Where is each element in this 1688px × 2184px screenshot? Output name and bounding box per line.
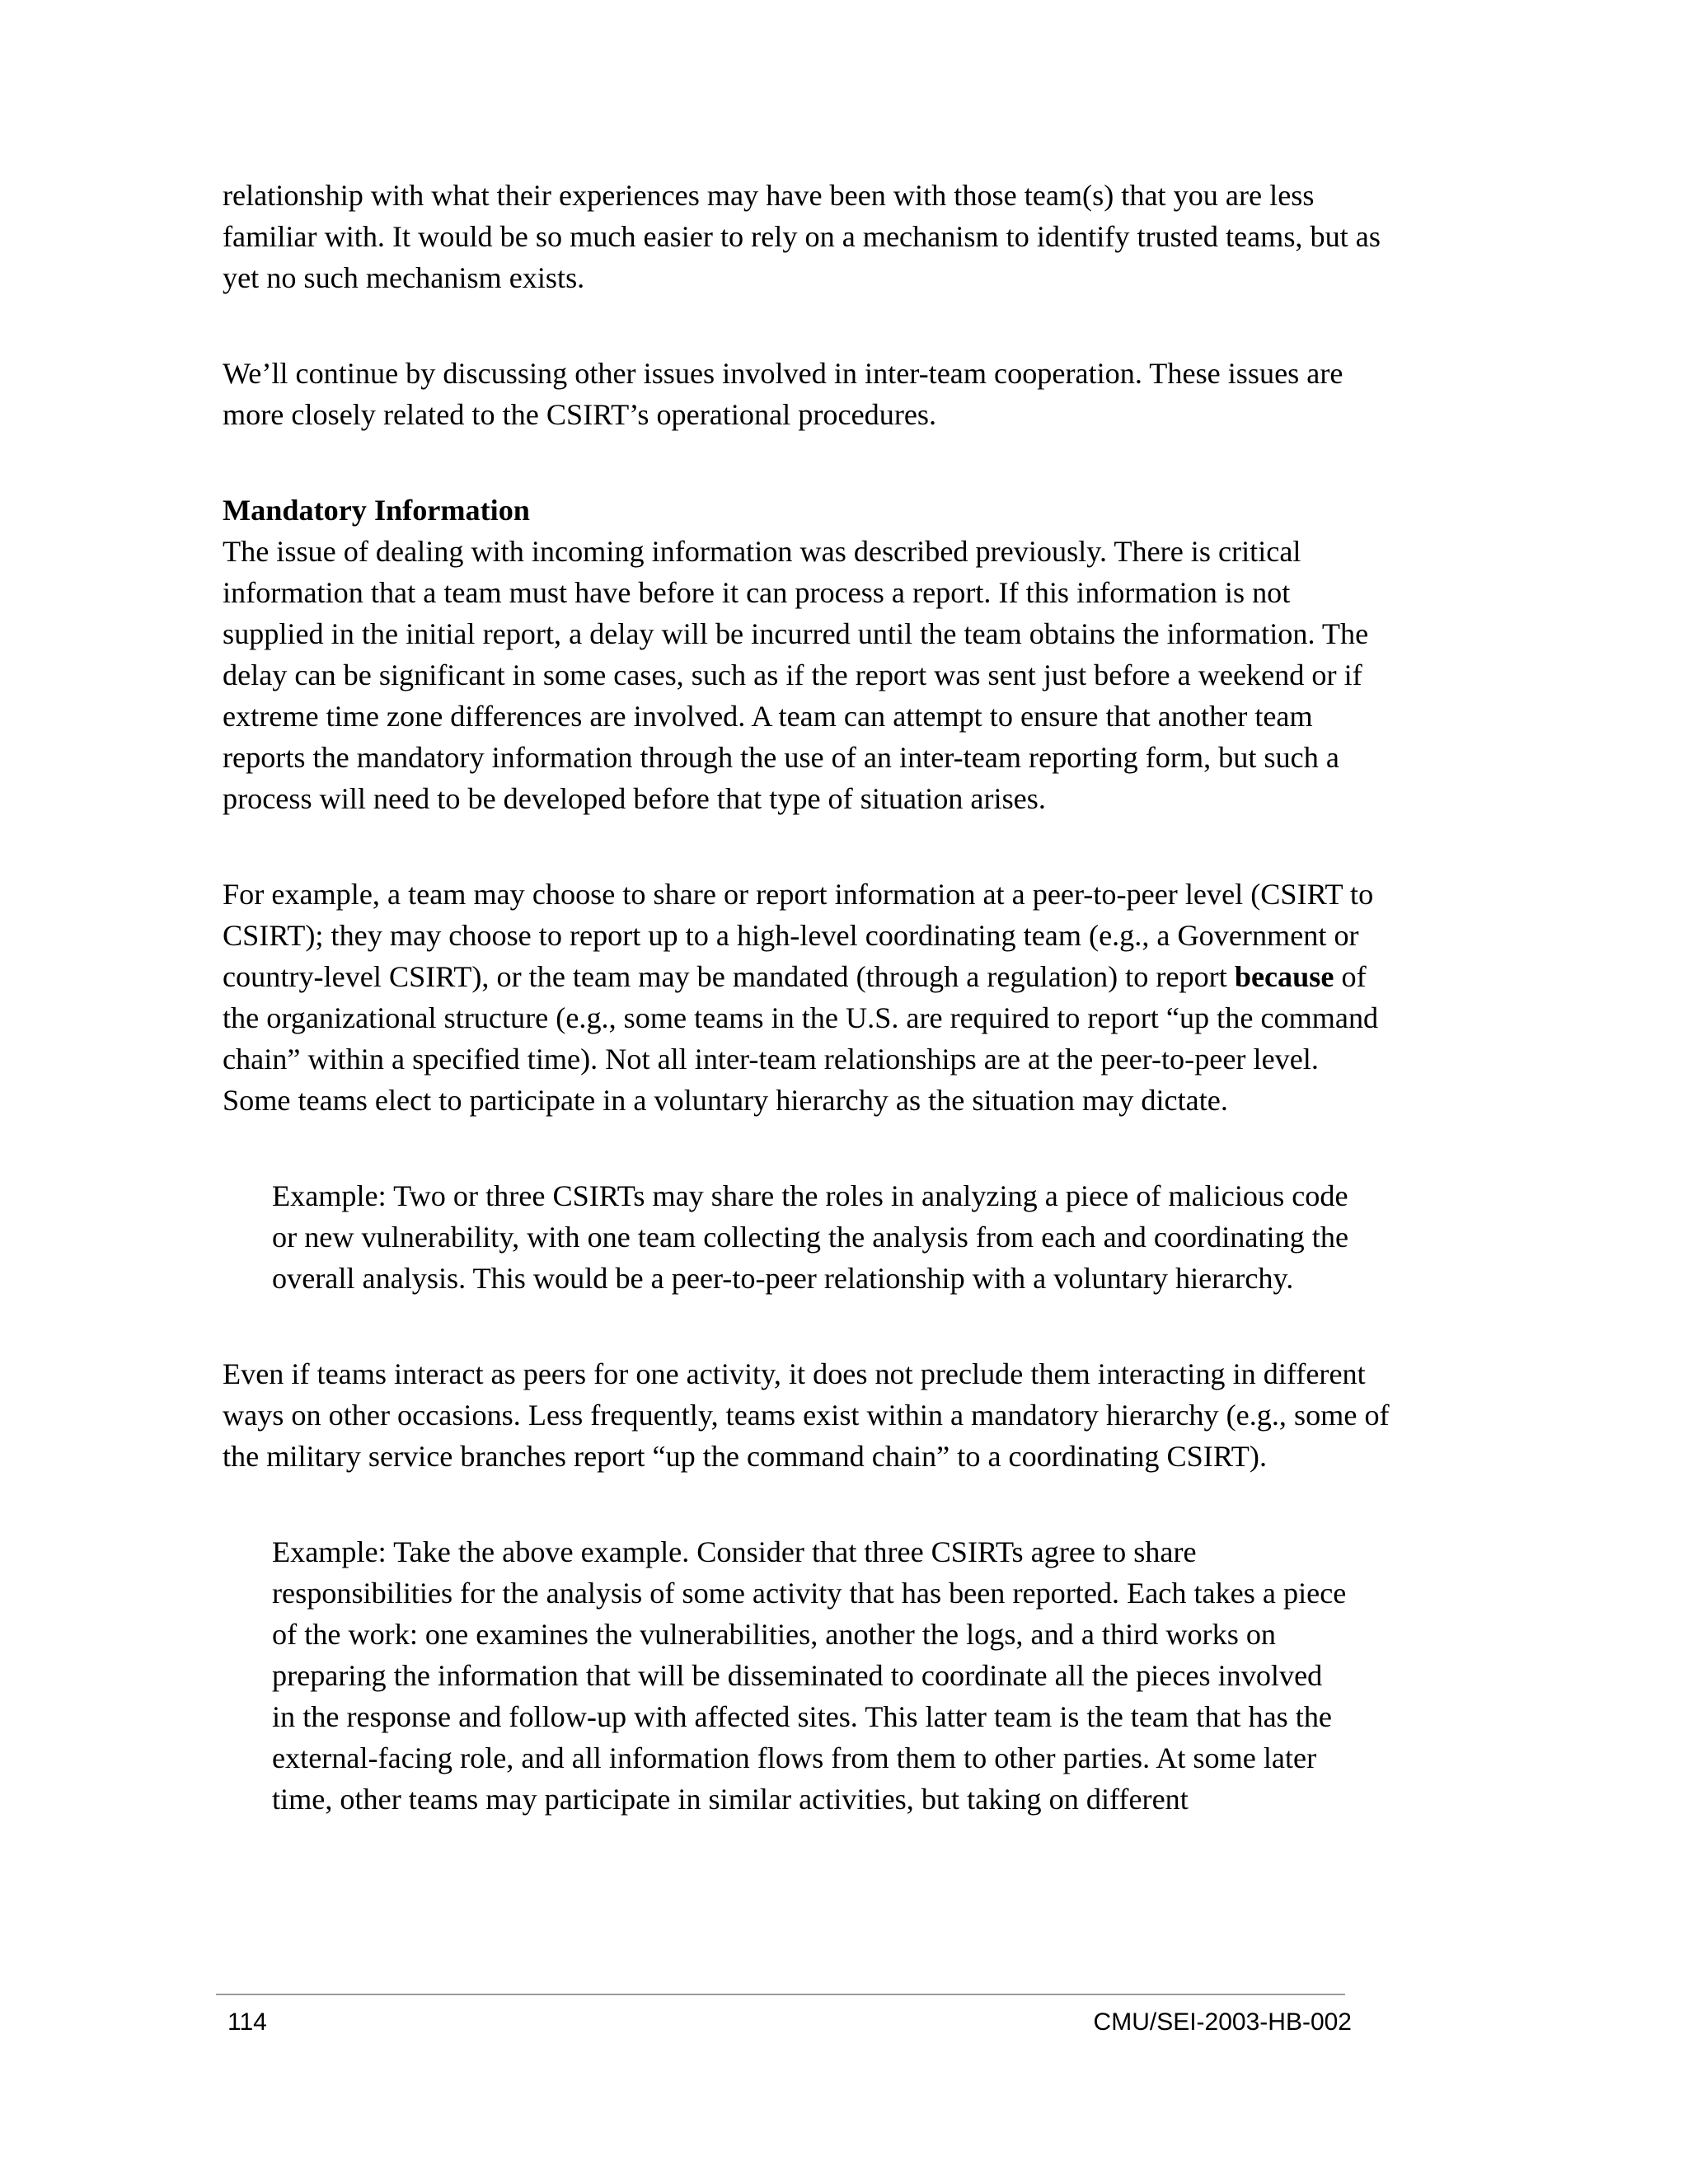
bold-word: because (1234, 960, 1334, 993)
paragraph-text-part: For example, a team may choose to share or report information at a peer-to-peer level (CSIRT to CSIRT); they may choose to report up to a high-level coordinating team (e.g., a Government or country-level CSIRT), or the team may be mandated (through a regulation) to report (223, 878, 1374, 993)
paragraph-text-part: of the organizational structure (e.g., some teams in the U.S. are required to report “up the command chain” within a specified time). Not all inter-team relationships are at the peer-to-peer level. Some teams elect to participate in a voluntary hierarchy as the situation may dictate. (223, 960, 1379, 1117)
example-block-2: Example: Take the above example. Consider that three CSIRTs agree to share responsibilities for the analysis of some activity that has been reported. Each takes a piece of the work: one examines the vulnerabilities, another the logs, and a third works on preparing the information that will be disseminated to coordinate all the pieces involved in the response and follow-up with affected sites. This latter team is the team that has the external-facing role, and all information flows from them to other parties. At some later time, other teams may participate in similar activities, but taking on different (272, 1535, 1347, 1816)
paragraph-intro-issues: We’ll continue by discussing other issues involved in inter-team cooperation. These issues are more closely related to the CSIRT’s operational procedures. (223, 357, 1343, 431)
example-block-1: Example: Two or three CSIRTs may share the roles in analyzing a piece of malicious code or new vulnerability, with one team collecting the analysis from each and coordinating the overall analysis. This would be a peer-to-peer relationship with a voluntary hierarchy. (272, 1179, 1349, 1295)
document-id: CMU/SEI-2003-HB-002 (1093, 2008, 1352, 2036)
paragraph-reporting-example (223, 874, 1393, 1121)
footer-divider (216, 1994, 1345, 1995)
paragraph-mandatory-information: The issue of dealing with incoming information was described previously. There is critical information that a team must have before it can process a report. If this information is not supplied in the initial report, a delay will be incurred until the team obtains the information. The delay can be significant in some cases, such as if the report was sent just before a weekend or if extreme time zone differences are involved. A team can attempt to ensure that another team reports the mandatory information through the use of an inter-team reporting form, but such a process will need to be developed before that type of situation arises. (223, 535, 1369, 815)
paragraph-continued: relationship with what their experiences may have been with those team(s) that you are less familiar with. It would be so much easier to rely on a mechanism to identify trusted teams, but as yet no such mechanism exists. (223, 179, 1381, 294)
page-number: 114 (227, 2008, 267, 2036)
body-text (223, 175, 1393, 1874)
paragraph-peer-interaction: Even if teams interact as peers for one activity, it does not preclude them interacting in different ways on other occasions. Less frequently, teams exist within a mandatory hierarchy (e.g., some of the military service branches report “up the command chain” to a coordinating CSIRT). (223, 1357, 1390, 1473)
section-heading: Mandatory Information (223, 494, 530, 527)
